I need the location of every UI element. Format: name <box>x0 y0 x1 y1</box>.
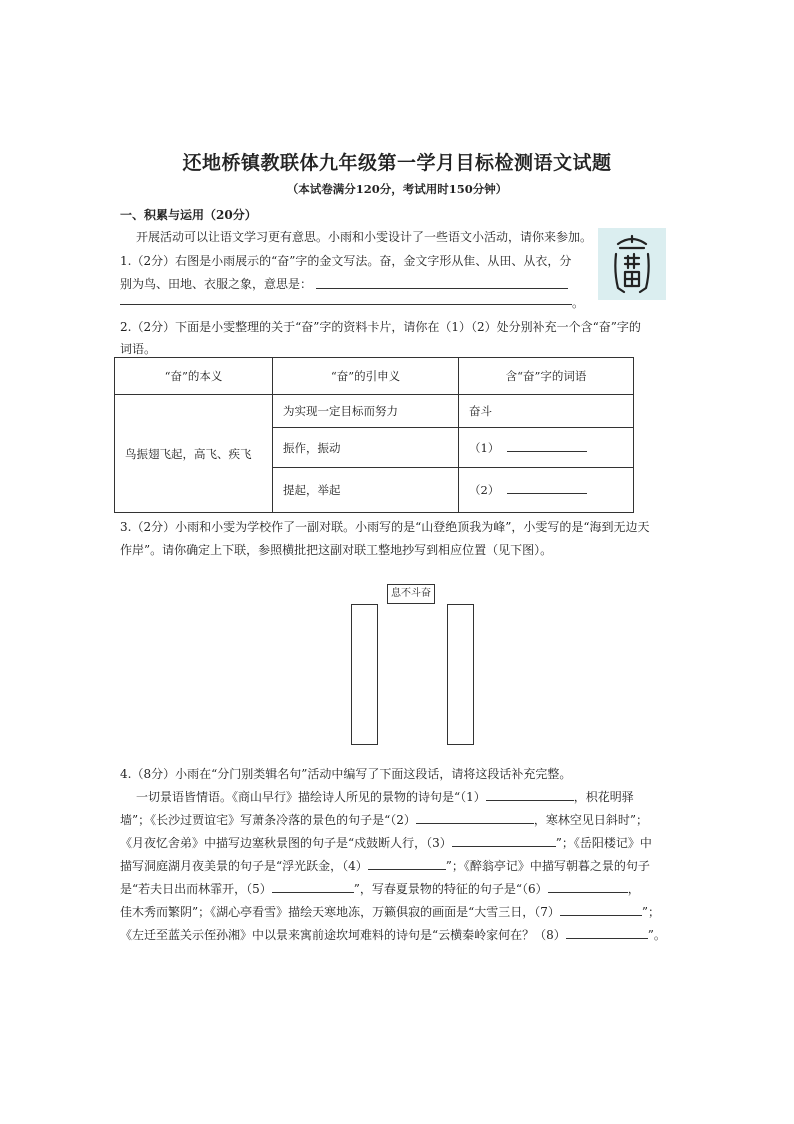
q4-text: 描写洞庭湖月夜美景的句子是“浮光跃金，（4） <box>120 859 368 873</box>
q4-para-line <box>120 811 648 828</box>
jinwen-fen-character-icon <box>598 228 666 300</box>
q4-text: 佳木秀而繁阴”；《湖心亭看雪》描绘天寒地冻，万籁俱寂的画面是“大雪三日，（7） <box>120 905 560 919</box>
q4-para-line <box>120 857 650 874</box>
section-intro: 开展活动可以让语文学习更有意思。小雨和小雯设计了一些语文小活动，请你来参加。 <box>136 230 593 244</box>
q4-para-line <box>120 903 660 920</box>
q4-text: ，枳花明驿 <box>573 790 634 804</box>
q2-line1: 2.（2分）下面是小雯整理的关于“奋”字的资料卡片，请你在（1）（2）处分别补充一个含“奋”字的 <box>120 320 641 334</box>
table-row <box>115 395 634 428</box>
q4-text: 一切景语皆情语。《商山早行》描绘诗人所见的景物的诗句是“（1） <box>136 790 486 804</box>
q4-text: ”；《岳阳楼记》中 <box>555 836 652 850</box>
q4-blank-1[interactable] <box>486 788 574 801</box>
q4-text: ”，写春夏景物的特征的句子是“（6） <box>353 882 548 896</box>
extended-meaning-cell: 振作，振动 <box>273 428 459 468</box>
couplet-right-box[interactable] <box>447 604 474 745</box>
exam-info: （本试卷满分120分，考试用时150分钟） <box>286 182 508 196</box>
q4-blank-4[interactable] <box>368 857 446 870</box>
blank-label: （1） <box>469 440 500 455</box>
q4-text: 《月夜忆舍弟》中描写边塞秋景图的句子是“戍鼓断人行，（3） <box>120 836 452 850</box>
word-answer-blank[interactable] <box>507 440 587 452</box>
q4-para-line <box>136 788 634 805</box>
q4-text: ”； <box>641 905 661 919</box>
q4-text: ， <box>627 882 640 896</box>
q2-line2: 词语。 <box>120 342 157 356</box>
q4-text: ，寒林空见日斜时”； <box>533 813 649 827</box>
q4-text: 《左迁至蓝关示侄孙湘》中以景来寓前途坎坷难料的诗句是“云横秦岭家何在？（8） <box>120 928 566 942</box>
q4-blank-7[interactable] <box>560 903 642 916</box>
table-header-cell: 含“奋”字的词语 <box>459 358 634 395</box>
q4-line1: 4.（8分）小雨在“分门别类辑名句”活动中编写了下面这段话，请将这段话补充完整。 <box>120 767 572 781</box>
blank-label: （2） <box>469 483 500 497</box>
table-header-cell: “奋”的引申义 <box>273 358 459 395</box>
q1-answer-blank-1[interactable] <box>316 288 568 289</box>
q4-blank-3[interactable] <box>452 834 556 847</box>
q4-blank-5[interactable] <box>272 880 354 893</box>
extended-meaning-cell: 为实现一定目标而努力 <box>273 395 459 428</box>
table-header-cell: “奋”的本义 <box>115 358 273 395</box>
q3-line1: 3.（2分）小雨和小雯为学校作了一副对联。小雨写的是“山登绝顶我为峰”，小雯写的是“海到无边天 <box>120 520 650 534</box>
q4-para-line <box>120 926 666 943</box>
q4-para-line <box>120 834 652 851</box>
q4-blank-2[interactable] <box>416 811 534 824</box>
q4-text: 墙”；《长沙过贾谊宅》写萧条冷落的景色的句子是“（2） <box>120 813 416 827</box>
q4-text: ”。 <box>647 928 666 942</box>
page-title: 还地桥镇教联体九年级第一学月目标检测语文试题 <box>182 152 612 174</box>
q4-para-line <box>120 880 640 897</box>
word-cell-blank-1[interactable] <box>459 428 634 468</box>
word-answer-blank[interactable] <box>507 482 587 494</box>
q4-blank-8[interactable] <box>566 926 648 939</box>
fen-info-card-table <box>114 357 634 513</box>
couplet-left-box[interactable] <box>351 604 378 745</box>
section-heading: 一、积累与运用（20分） <box>120 208 257 222</box>
extended-meaning-cell: 提起，举起 <box>273 468 459 513</box>
table-header-row <box>115 358 634 395</box>
word-cell-blank-2[interactable] <box>459 468 634 513</box>
word-cell: 奋斗 <box>459 395 634 428</box>
q1-end-mark: 。 <box>572 296 585 310</box>
q4-text: ”；《醉翁亭记》中描写朝暮之景的句子 <box>445 859 650 873</box>
q1-line2: 别为鸟、田地、衣服之象，意思是： <box>120 277 313 291</box>
q1-line1: 1.（2分）右图是小雨展示的“奋”字的金文写法。奋，金文字形从隹、从田、从衣，分 <box>120 254 572 268</box>
q4-blank-6[interactable] <box>548 880 628 893</box>
q3-line2: 作岸”。请你确定上下联，参照横批把这副对联工整地抄写到相应位置（见下图）。 <box>120 543 553 557</box>
q4-text: 是“若夫日出而林霏开，（5） <box>120 882 272 896</box>
base-meaning-cell: 鸟振翅飞起，高飞、疾飞 <box>115 395 273 513</box>
q1-answer-blank-2[interactable] <box>120 304 572 305</box>
couplet-banner: 息不斗奋 <box>387 584 435 604</box>
